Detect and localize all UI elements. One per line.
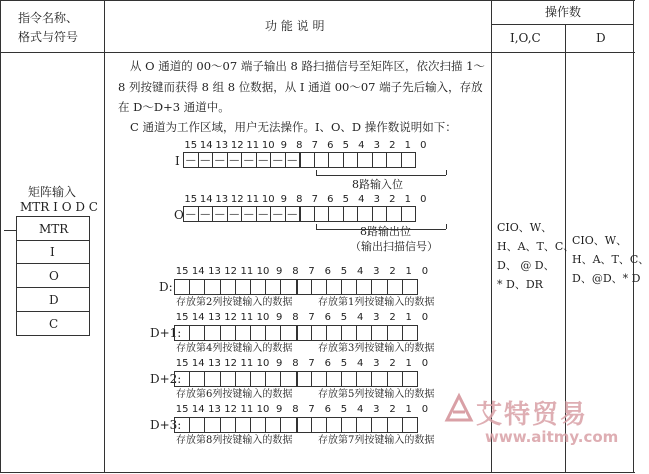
- reg-d1-bit-cell: [371, 325, 387, 341]
- reg-d1-label: D+1:: [150, 326, 182, 340]
- reg-d1-bit-cell: [341, 325, 357, 341]
- reg-d2-bit-cell: [296, 371, 312, 387]
- reg-d2-bit-number: 5: [340, 358, 348, 369]
- reg-o-bit-number: 10: [261, 194, 275, 205]
- reg-d0-bit-cell: [250, 279, 266, 295]
- reg-d1-high-caption: 存放第4列按键输入的数据: [176, 343, 293, 354]
- reg-i-bit-number: 14: [199, 140, 213, 151]
- reg-i-bit-numbers: [183, 140, 431, 151]
- reg-d2-bit-number: 1: [405, 358, 412, 369]
- ladder-d: D: [49, 293, 59, 307]
- reg-d3-bit-number: 13: [208, 404, 221, 415]
- reg-d0-bit-cell: [220, 279, 236, 295]
- reg-d1-bit-number: 15: [175, 312, 189, 323]
- reg-d0-low-caption: 存放第1列按键输入的数据: [318, 297, 435, 308]
- header-col3a: I,O,C: [510, 31, 541, 45]
- reg-d3-bit-numbers: [174, 404, 433, 415]
- reg-i-brace-bar: [316, 175, 446, 176]
- reg-d0-bit-number: 9: [276, 266, 283, 277]
- reg-d1-bit-cell: [356, 325, 372, 341]
- reg-d1-bit-cell: [387, 325, 403, 341]
- reg-i-bit-cell: —: [183, 152, 199, 168]
- reg-d0-bit-number: 14: [191, 266, 205, 277]
- reg-o-bit-cell: —: [241, 206, 257, 222]
- reg-d1-bit-cell: [311, 325, 327, 341]
- reg-i-bit-cell: [401, 152, 417, 168]
- table-border-bottom: [0, 472, 635, 473]
- reg-d3-bit-cell: [356, 417, 372, 433]
- reg-i-bit-number: 11: [246, 140, 260, 151]
- reg-o-bit-number: 7: [311, 194, 318, 205]
- reg-i-bit-cell: —: [212, 152, 228, 168]
- reg-d0-bit-cell: [341, 279, 357, 295]
- reg-d2-bit-number: 10: [256, 358, 270, 369]
- reg-o-caption2: （输出扫描信号）: [350, 240, 438, 253]
- reg-d0-bit-number: 11: [240, 266, 254, 277]
- reg-d2-bit-cell: [189, 371, 205, 387]
- reg-i-brace-right: [446, 170, 447, 175]
- reg-d3-bit-cell: [387, 417, 403, 433]
- reg-d0-bit-number: 2: [389, 266, 396, 277]
- reg-d1-bit-number: 13: [208, 312, 221, 323]
- reg-d3-bit-number: 15: [175, 404, 189, 415]
- reg-i-bit-cell: —: [285, 152, 301, 168]
- reg-i-label: I: [175, 154, 180, 168]
- reg-d3-bit-number: 0: [421, 404, 429, 415]
- reg-d1-low-caption: 存放第3列按键输入的数据: [318, 343, 435, 354]
- reg-d3-bit-number: 9: [276, 404, 283, 415]
- reg-d2-bit-number: 0: [421, 358, 429, 369]
- reg-d1-bit-cell: [174, 325, 190, 341]
- reg-i-bit-number: 5: [342, 140, 349, 151]
- reg-i-bit-number: 6: [327, 140, 334, 151]
- ladder-sep-2: [16, 263, 90, 264]
- reg-o-bit-number: 13: [215, 194, 229, 205]
- reg-d0-bit-cell: [204, 279, 220, 295]
- reg-i-bit-number: 2: [389, 140, 396, 151]
- reg-d0-bit-cell: [189, 279, 205, 295]
- desc-line-1: 从 O 通道的 00～07 端子输出 8 路扫描信号至矩阵区，依次扫描 1～: [130, 59, 485, 73]
- reg-d0-bit-number: 7: [308, 266, 315, 277]
- reg-d0-register: [175, 279, 418, 295]
- column-divider-1: [104, 0, 105, 473]
- reg-d1-bit-number: 6: [324, 312, 331, 323]
- reg-d0-bit-cell: [235, 279, 251, 295]
- reg-d1-bit-number: 2: [389, 312, 396, 323]
- reg-d3-high-caption: 存放第8列按键输入的数据: [176, 435, 293, 446]
- reg-i-bit-cell: [343, 152, 359, 168]
- reg-d3-bit-number: 12: [224, 404, 238, 415]
- reg-d0-bit-number: 12: [224, 266, 238, 277]
- reg-d3-bit-number: 3: [373, 404, 380, 415]
- reg-i-bit-number: 4: [358, 140, 365, 151]
- reg-d2-bit-number: 11: [240, 358, 254, 369]
- reg-d3-bit-cell: [189, 417, 205, 433]
- header-col3: 操作数: [545, 5, 582, 19]
- reg-d3-bit-cell: [402, 417, 418, 433]
- reg-d1-bit-cell: [189, 325, 205, 341]
- reg-d0-bit-number: 6: [324, 266, 331, 277]
- reg-i-bit-number: 15: [184, 140, 198, 151]
- watermark-logo-icon: [445, 394, 473, 422]
- reg-i-bit-cell: [357, 152, 373, 168]
- reg-d1-bit-number: 11: [240, 312, 254, 323]
- reg-d2-bit-number: 7: [308, 358, 315, 369]
- reg-d0-bit-cell: [265, 279, 281, 295]
- operand-subheader-divider: [491, 24, 634, 25]
- reg-d2-bit-number: 12: [224, 358, 238, 369]
- reg-o-bit-cell: —: [270, 206, 286, 222]
- reg-d0-bit-cell: [371, 279, 387, 295]
- reg-d2-bit-cell: [356, 371, 372, 387]
- reg-d0-bit-number: 1: [405, 266, 412, 277]
- table-border-top: [0, 0, 635, 1]
- reg-o-bit-number: 9: [280, 194, 287, 205]
- reg-d2-bit-number: 3: [373, 358, 380, 369]
- reg-o-bit-cell: —: [227, 206, 243, 222]
- operands-d-line: CIO、W、: [572, 234, 628, 247]
- reg-d0-bit-cell: [280, 279, 296, 295]
- reg-d3-bit-cell: [174, 417, 190, 433]
- reg-d3-bit-cell: [204, 417, 220, 433]
- reg-i-bit-number: 1: [404, 140, 411, 151]
- reg-d0-bit-cell: [174, 279, 190, 295]
- reg-i-bit-cell: —: [227, 152, 243, 168]
- reg-o-bit-cell: [386, 206, 402, 222]
- reg-d2-bit-number: 6: [324, 358, 331, 369]
- ladder-sep-1: [16, 240, 90, 241]
- reg-o-bit-cell: [372, 206, 388, 222]
- reg-d3-bit-cell: [280, 417, 296, 433]
- reg-i-bit-number: 9: [280, 140, 287, 151]
- reg-d0-bit-cell: [402, 279, 418, 295]
- reg-d3-bit-cell: [220, 417, 236, 433]
- reg-d0-bit-cell: [356, 279, 372, 295]
- reg-d0-bit-number: 3: [373, 266, 380, 277]
- reg-o-bit-cell: —: [285, 206, 301, 222]
- reg-d1-bit-numbers: [174, 312, 433, 323]
- reg-d2-bit-number: 2: [389, 358, 396, 369]
- reg-o-brace-right: [446, 224, 447, 229]
- reg-d3-bit-number: 4: [356, 404, 364, 415]
- reg-d0-bit-number: 15: [175, 266, 189, 277]
- reg-d3-bit-number: 14: [191, 404, 205, 415]
- reg-d0-bit-numbers: [174, 266, 433, 277]
- reg-d0-bit-cell: [326, 279, 342, 295]
- reg-d1-bit-number: 3: [373, 312, 380, 323]
- reg-d1-bit-number: 0: [421, 312, 429, 323]
- reg-o-bit-number: 11: [246, 194, 260, 205]
- reg-d2-bit-cell: [250, 371, 266, 387]
- operands-d-line: D、@D、* D: [572, 272, 641, 285]
- reg-d1-bit-number: 1: [405, 312, 412, 323]
- header-col1-line2: 格式与符号: [18, 30, 79, 44]
- header-col2: 功 能 说 明: [265, 19, 325, 33]
- reg-d1-bit-number: 14: [191, 312, 205, 323]
- reg-d2-bit-cell: [265, 371, 281, 387]
- reg-d1-bit-cell: [280, 325, 296, 341]
- reg-d3-bit-number: 8: [292, 404, 299, 415]
- reg-d2-low-caption: 存放第5列按键输入的数据: [318, 389, 435, 400]
- reg-i-bit-number: 10: [261, 140, 275, 151]
- reg-d3-bit-cell: [235, 417, 251, 433]
- table-border-left: [0, 0, 1, 473]
- reg-d2-register: [175, 371, 418, 387]
- reg-i-brace-left: [316, 170, 317, 175]
- reg-d3-bit-cell: [311, 417, 327, 433]
- ladder-sep-4: [16, 311, 90, 312]
- reg-d1-bit-cell: [204, 325, 220, 341]
- operands-ioc-line: H、A、T、C、: [497, 240, 575, 253]
- reg-d1-bit-number: 10: [256, 312, 270, 323]
- reg-d1-bit-number: 9: [276, 312, 283, 323]
- reg-o-bit-number: 15: [184, 194, 198, 205]
- reg-d2-bit-cell: [235, 371, 251, 387]
- watermark-url: www.aitmy.com: [485, 428, 619, 446]
- header-col3b: D: [596, 31, 606, 45]
- reg-i-bit-number: 13: [215, 140, 229, 151]
- reg-d2-high-caption: 存放第6列按键输入的数据: [176, 389, 293, 400]
- header-divider: [0, 52, 635, 53]
- ladder-sep-3: [16, 287, 90, 288]
- reg-o-bit-cell: [314, 206, 330, 222]
- reg-d2-bit-number: 8: [292, 358, 299, 369]
- reg-o-bit-number: 0: [420, 194, 427, 205]
- ladder-o: O: [49, 269, 59, 283]
- reg-d2-bit-cell: [341, 371, 357, 387]
- reg-o-bit-cell: —: [198, 206, 214, 222]
- reg-d3-low-caption: 存放第7列按键输入的数据: [318, 435, 435, 446]
- watermark-brand: 艾特贸易: [476, 400, 589, 430]
- reg-o-register: [184, 206, 416, 222]
- reg-d1-bit-number: 4: [356, 312, 364, 323]
- reg-o-bit-number: 2: [389, 194, 396, 205]
- desc-line-3: 在 D～D+3 通道中。: [118, 100, 230, 114]
- reg-d2-bit-number: 9: [276, 358, 283, 369]
- reg-d3-bit-number: 11: [240, 404, 254, 415]
- reg-o-bit-cell: [343, 206, 359, 222]
- reg-i-bit-number: 12: [230, 140, 244, 151]
- reg-d1-bit-number: 12: [224, 312, 238, 323]
- reg-d3-bit-cell: [371, 417, 387, 433]
- ladder-c: C: [49, 317, 59, 331]
- reg-i-bit-cell: [328, 152, 344, 168]
- reg-i-register: [184, 152, 416, 168]
- desc-line-4: C 通道为工作区域，用户无法操作。I、O、D 操作数说明如下：: [130, 120, 457, 134]
- reg-o-bit-number: 6: [327, 194, 334, 205]
- reg-i-bit-cell: [314, 152, 330, 168]
- reg-i-caption: 8路输入位: [352, 178, 403, 191]
- reg-d2-bit-cell: [326, 371, 342, 387]
- reg-d1-bit-cell: [235, 325, 251, 341]
- reg-o-bit-number: 1: [404, 194, 411, 205]
- reg-i-bit-cell: [386, 152, 402, 168]
- ladder-rail: [4, 230, 16, 231]
- reg-i-bit-cell: —: [241, 152, 257, 168]
- reg-o-bit-cell: —: [212, 206, 228, 222]
- reg-i-bit-cell: —: [270, 152, 286, 168]
- reg-d2-bit-numbers: [174, 358, 433, 369]
- reg-d3-bit-number: 5: [340, 404, 348, 415]
- reg-d1-bit-number: 7: [308, 312, 315, 323]
- reg-d3-bit-number: 2: [389, 404, 396, 415]
- reg-i-bit-cell: —: [198, 152, 214, 168]
- table-border-right: [633, 0, 634, 473]
- reg-d3-bit-number: 6: [324, 404, 331, 415]
- reg-d0-bit-cell: [387, 279, 403, 295]
- reg-d2-bit-number: 15: [175, 358, 189, 369]
- reg-d0-bit-number: 5: [340, 266, 348, 277]
- reg-d2-bit-number: 14: [191, 358, 205, 369]
- reg-o-bit-number: 14: [199, 194, 213, 205]
- reg-d3-bit-cell: [265, 417, 281, 433]
- reg-d3-bit-cell: [326, 417, 342, 433]
- instruction-format: MTR I O D C: [20, 200, 98, 214]
- reg-i-bit-number: 0: [420, 140, 427, 151]
- reg-d1-bit-cell: [220, 325, 236, 341]
- reg-o-bit-number: 4: [358, 194, 365, 205]
- reg-d1-register: [175, 325, 418, 341]
- reg-d0-bit-cell: [311, 279, 327, 295]
- reg-d2-bit-cell: [387, 371, 403, 387]
- reg-o-label: O: [174, 208, 184, 222]
- reg-d1-bit-cell: [265, 325, 281, 341]
- reg-d2-bit-cell: [402, 371, 418, 387]
- reg-d1-bit-number: 8: [292, 312, 299, 323]
- reg-d1-bit-cell: [326, 325, 342, 341]
- reg-d3-label: D+3:: [150, 418, 182, 432]
- reg-o-bit-number: 5: [342, 194, 349, 205]
- operands-ioc-line: * D、DR: [497, 278, 543, 291]
- reg-d2-bit-cell: [174, 371, 190, 387]
- reg-d3-register: [175, 417, 418, 433]
- ladder-mtr: MTR: [39, 222, 69, 236]
- reg-d0-label: D:: [159, 280, 173, 294]
- operands-ioc-line: D、 @ D、: [497, 259, 555, 272]
- reg-d1-bit-cell: [402, 325, 418, 341]
- reg-o-bit-cell: [328, 206, 344, 222]
- reg-o-brace-left: [316, 224, 317, 229]
- reg-d0-bit-cell: [296, 279, 312, 295]
- reg-o-bit-number: 8: [296, 194, 303, 205]
- reg-d0-bit-number: 4: [356, 266, 364, 277]
- ladder-i: I: [50, 245, 55, 259]
- reg-o-bit-cell: [299, 206, 315, 222]
- reg-d3-bit-number: 7: [308, 404, 315, 415]
- reg-d0-bit-number: 0: [421, 266, 429, 277]
- reg-o-bit-cell: —: [183, 206, 199, 222]
- instruction-name: 矩阵输入: [28, 185, 77, 199]
- reg-d1-bit-cell: [296, 325, 312, 341]
- reg-i-bit-cell: [299, 152, 315, 168]
- reg-o-bit-cell: [357, 206, 373, 222]
- reg-i-bit-number: 8: [296, 140, 303, 151]
- reg-d2-bit-cell: [371, 371, 387, 387]
- reg-o-bit-cell: [401, 206, 417, 222]
- header-col1-line1: 指令名称、: [18, 11, 79, 25]
- operands-d-line: H、A、T、C、: [572, 253, 649, 266]
- reg-o-bit-cell: —: [256, 206, 272, 222]
- reg-d0-bit-number: 10: [256, 266, 270, 277]
- reg-i-bit-number: 7: [311, 140, 318, 151]
- reg-d3-bit-cell: [296, 417, 312, 433]
- reg-o-bit-number: 3: [373, 194, 380, 205]
- reg-d0-bit-number: 13: [208, 266, 221, 277]
- reg-i-bit-number: 3: [373, 140, 380, 151]
- reg-d1-bit-cell: [250, 325, 266, 341]
- reg-d2-bit-cell: [220, 371, 236, 387]
- reg-d0-bit-number: 8: [292, 266, 299, 277]
- reg-d2-bit-cell: [311, 371, 327, 387]
- reg-d3-bit-number: 1: [405, 404, 412, 415]
- reg-d3-bit-number: 10: [256, 404, 270, 415]
- reg-d2-bit-number: 4: [356, 358, 364, 369]
- reg-d2-bit-number: 13: [208, 358, 221, 369]
- reg-d2-bit-cell: [280, 371, 296, 387]
- reg-i-bit-cell: —: [256, 152, 272, 168]
- reg-d0-high-caption: 存放第2列按键输入的数据: [176, 297, 293, 308]
- reg-d3-bit-cell: [250, 417, 266, 433]
- reg-o-bit-number: 12: [230, 194, 244, 205]
- reg-d1-bit-number: 5: [340, 312, 348, 323]
- reg-o-bit-numbers: [183, 194, 431, 205]
- reg-o-caption1: 8路输出位: [360, 225, 411, 238]
- desc-line-2: 8 列按键而获得 8 组 8 位数据，从 I 通道 00～07 端子先后输入，存放: [118, 80, 483, 94]
- reg-d3-bit-cell: [341, 417, 357, 433]
- reg-i-bit-cell: [372, 152, 388, 168]
- operands-ioc-line: CIO、W、: [497, 221, 553, 234]
- reg-d2-label: D+2:: [150, 372, 182, 386]
- reg-d2-bit-cell: [204, 371, 220, 387]
